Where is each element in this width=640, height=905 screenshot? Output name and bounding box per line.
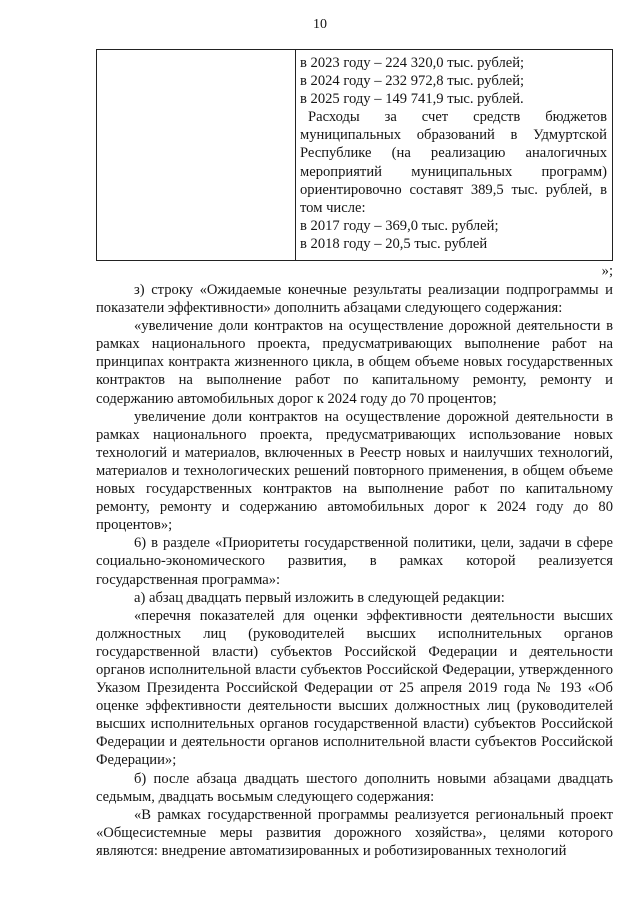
paragraph: увеличение доли контрактов на осуществление дорожной деятельности в рамках национального проекта, предусматривающих использование новых технологий и материалов, включенных в Реестр новых и наилучших технологий, материалов и технологических решений повторного применения, в общем объеме новых государственных контрактов на выполнение работ по капитальному ремонту, ремонту и содержанию автомобильных дорог к 2024 году до 80 процентов»;	[96, 408, 613, 534]
paragraph: «увеличение доли контрактов на осуществление дорожной деятельности в рамках национального проекта, предусматривающих выполнение работ на принципах контракта жизненного цикла, в общем объеме новых государственных контрактов на выполнение работ по капитальному ремонту, ремонту и содержанию автомобильных дорог к 2024 году до 70 процентов;	[96, 318, 613, 407]
paragraph: з) строку «Ожидаемые конечные результаты реализации подпрограммы и показатели эффективности» дополнить абзацами следующего содержания:	[96, 282, 613, 317]
table-right-cell	[296, 50, 612, 260]
paragraph: «перечня показателей для оценки эффективности деятельности высших должностных лиц (руководителей высших исполнительных органов государственной власти) субъектов Российской Федерации и деятельности органов исполнительной власти субъектов Российской Федерации, утвержденного Указом Президента Российской Федерации от 25 апреля 2019 года № 193 «Об оценке эффективности деятельности высших должностных лиц (руководителей высших исполнительных органов государственной власти) субъектов Российской Федерации и деятельности органов исполнительной власти субъектов Российской Федерации»;	[96, 607, 613, 769]
table-left-cell	[97, 50, 296, 260]
paragraph: «В рамках государственной программы реализуется региональный проект «Общесистемные меры развития дорожного хозяйства», целями которого являются: внедрение автоматизированных и роботизированных технологий	[96, 806, 613, 859]
table-line: в 2023 году – 224 320,0 тыс. рублей;	[300, 55, 525, 71]
financing-table	[96, 49, 613, 261]
table-line: в 2018 году – 20,5 тыс. рублей	[300, 235, 488, 252]
table-line: мероприятий муниципальных программ)	[300, 163, 607, 180]
table-line: том числе:	[300, 199, 366, 216]
table-line: в 2024 году – 232 972,8 тыс. рублей;	[300, 73, 525, 90]
table-line: Республике (на реализацию аналогичных	[300, 145, 607, 162]
table-line: ориентировочно составят 389,5 тыс. рублей, в	[300, 181, 607, 198]
document-body	[96, 281, 613, 860]
closing-mark: »;	[601, 263, 613, 279]
table-line: Расходы за счет средств бюджетов	[308, 109, 607, 126]
table-line: в 2017 году – 369,0 тыс. рублей;	[300, 217, 499, 234]
paragraph: б) после абзаца двадцать шестого дополнить новыми абзацами двадцать седьмым, двадцать восьмым следующего содержания:	[96, 770, 613, 805]
paragraph: а) абзац двадцать первый изложить в следующей редакции:	[134, 589, 505, 606]
page-number: 10	[313, 17, 327, 32]
table-line: муниципальных образований в Удмуртской	[300, 127, 607, 144]
table-line: в 2025 году – 149 741,9 тыс. рублей.	[300, 91, 524, 108]
paragraph: 6) в разделе «Приоритеты государственной политики, цели, задачи в сфере социально-экономического развития, в рамках которой реализуется государственная программа»:	[96, 535, 613, 588]
